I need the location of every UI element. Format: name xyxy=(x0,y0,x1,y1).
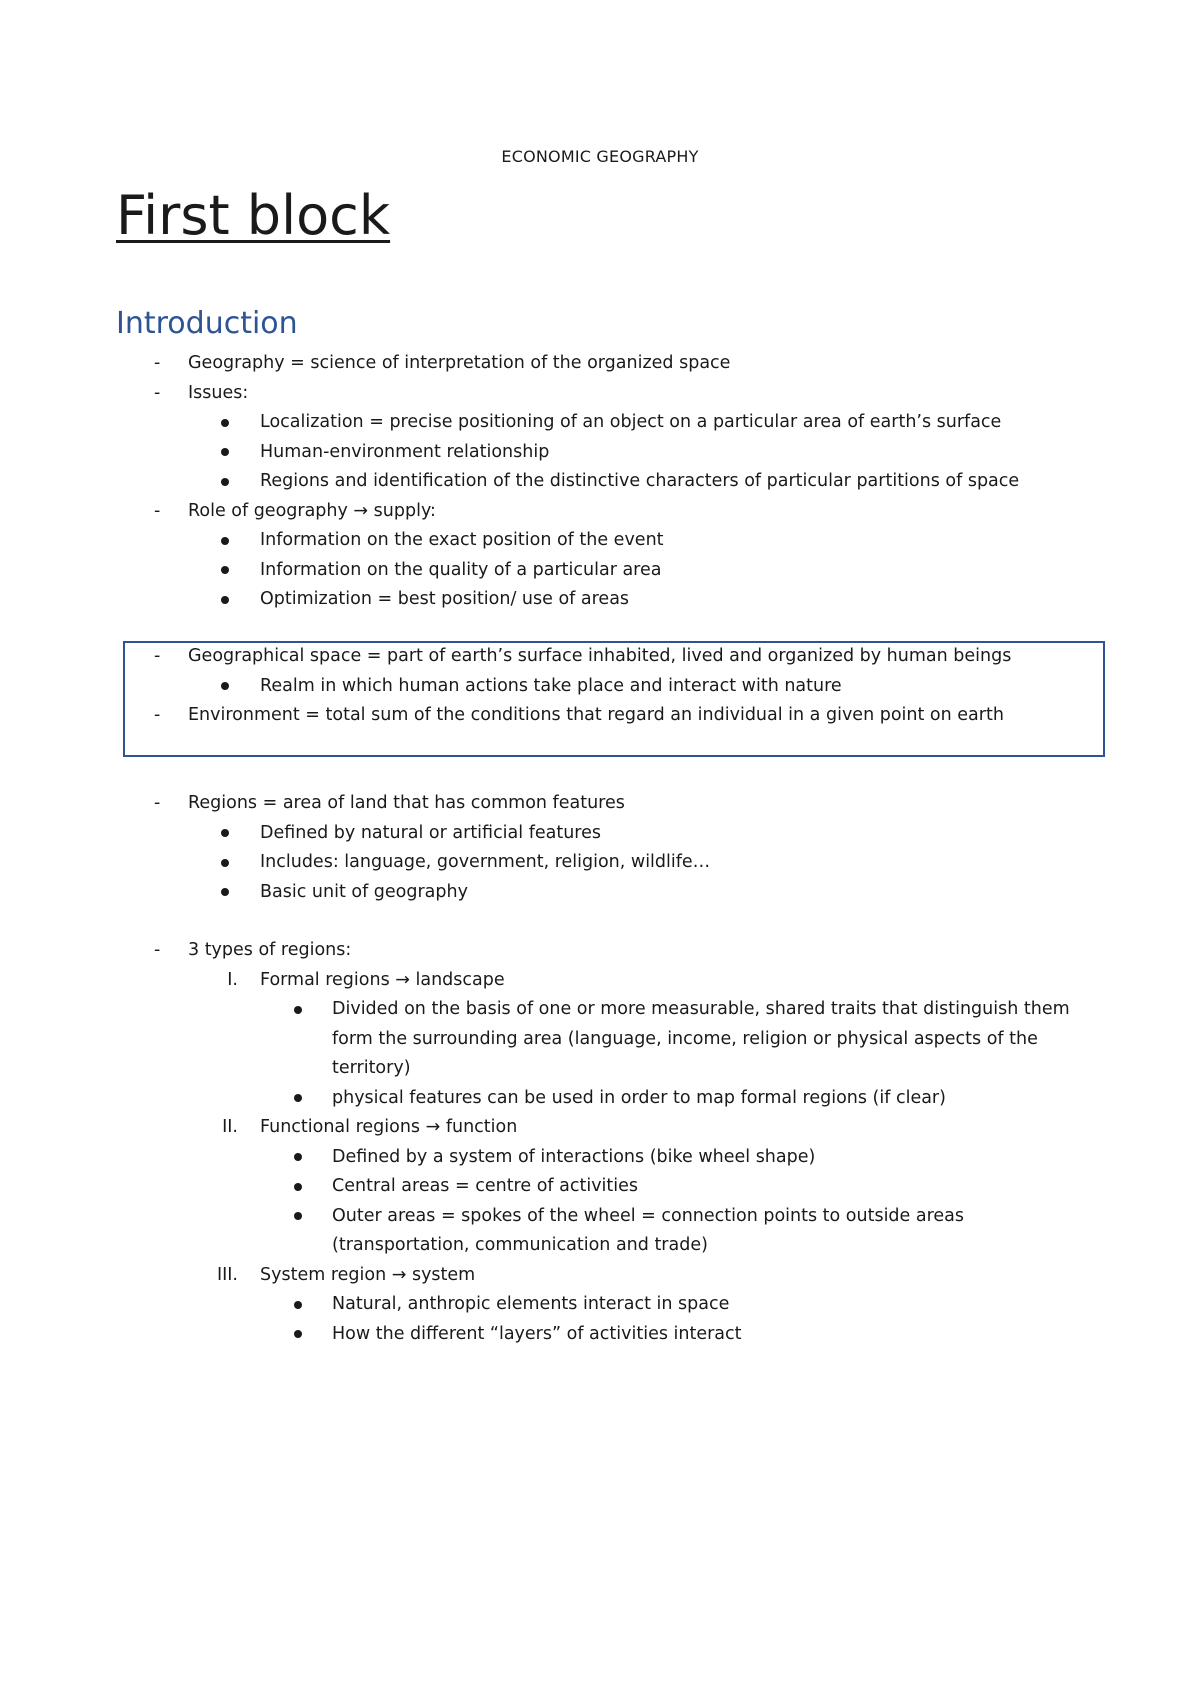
list-item xyxy=(0,1084,1200,1114)
list-item-text: System region → system xyxy=(260,1264,476,1285)
list-item-text: Information on the quality of a particular area xyxy=(260,559,662,580)
list-item-text: 3 types of regions: xyxy=(188,940,352,960)
bullet-icon xyxy=(294,995,302,1025)
list-item xyxy=(0,848,1200,878)
list-item xyxy=(0,438,1200,468)
bullet-icon xyxy=(294,1320,302,1350)
list-item-text: Regions = area of land that has common features xyxy=(188,793,625,813)
list-item xyxy=(0,819,1200,849)
list-item xyxy=(0,1231,1200,1261)
intro-list xyxy=(0,349,1200,615)
heading-introduction: Introduction xyxy=(116,306,298,341)
bullet-icon xyxy=(294,1202,302,1232)
list-item xyxy=(0,379,1200,409)
list-item xyxy=(0,701,1200,731)
list-item-text: form the surrounding area (language, income, religion or physical aspects of the xyxy=(332,1028,1038,1049)
list-item xyxy=(0,936,1200,966)
bullet-icon xyxy=(294,1143,302,1173)
list-item xyxy=(0,995,1200,1025)
list-item xyxy=(0,1261,1200,1291)
dash-marker: - xyxy=(154,793,161,813)
list-item-text: Outer areas = spokes of the wheel = connection points to outside areas xyxy=(332,1205,965,1226)
boxed-list xyxy=(0,642,1200,731)
list-item-text: Regions and identification of the distinctive characters of particular partitions of space xyxy=(260,471,1020,491)
list-item-text: Geographical space = part of earth’s surface inhabited, lived and organized by human beings xyxy=(188,646,1012,666)
roman-numeral-marker: I. xyxy=(227,969,238,990)
list-item-text: physical features can be used in order to map formal regions (if clear) xyxy=(332,1087,946,1108)
bullet-icon xyxy=(221,585,229,615)
list-item xyxy=(0,408,1200,438)
list-item-text: How the different “layers” of activities interact xyxy=(332,1323,742,1344)
list-item xyxy=(0,349,1200,379)
regions-list xyxy=(0,789,1200,907)
list-item xyxy=(0,1172,1200,1202)
heading-first-block: First block xyxy=(116,184,391,247)
list-item xyxy=(0,966,1200,996)
list-item xyxy=(0,1143,1200,1173)
bullet-icon xyxy=(221,819,229,849)
list-item xyxy=(0,672,1200,702)
list-item-text: Divided on the basis of one or more measurable, shared traits that distinguish them xyxy=(332,999,1070,1019)
list-item-text: Environment = total sum of the conditions that regard an individual in a given point on earth xyxy=(188,705,1004,725)
list-item-text: Issues: xyxy=(188,382,249,403)
list-item xyxy=(0,1320,1200,1350)
list-item-text: Defined by a system of interactions (bike wheel shape) xyxy=(332,1146,816,1167)
dash-marker: - xyxy=(154,353,161,373)
list-item xyxy=(0,556,1200,586)
region-types-list xyxy=(0,936,1200,1349)
dash-marker: - xyxy=(154,382,161,403)
bullet-icon xyxy=(221,878,229,908)
list-item-text: Formal regions → landscape xyxy=(260,969,505,990)
list-item xyxy=(0,642,1200,672)
list-item-text: Geography = science of interpretation of the organized space xyxy=(188,353,731,373)
list-item xyxy=(0,526,1200,556)
dash-marker: - xyxy=(154,646,161,666)
dash-marker: - xyxy=(154,500,161,521)
document-header: ECONOMIC GEOGRAPHY xyxy=(501,147,699,166)
list-item xyxy=(0,497,1200,527)
list-item xyxy=(0,1202,1200,1232)
list-item-text: Human-environment relationship xyxy=(260,441,550,462)
list-item-text: territory) xyxy=(332,1058,411,1078)
list-item-text: Natural, anthropic elements interact in space xyxy=(332,1294,730,1314)
list-item-text: Includes: language, government, religion, wildlife… xyxy=(260,852,711,872)
list-item xyxy=(0,1025,1200,1055)
list-item xyxy=(0,1290,1200,1320)
bullet-icon xyxy=(221,526,229,556)
list-item-text: Defined by natural or artificial features xyxy=(260,822,601,843)
bullet-icon xyxy=(221,467,229,497)
bullet-icon xyxy=(294,1290,302,1320)
bullet-icon xyxy=(221,408,229,438)
list-item xyxy=(0,1054,1200,1084)
list-item-text: Optimization = best position/ use of areas xyxy=(260,589,630,609)
roman-numeral-marker: III. xyxy=(216,1264,238,1285)
list-item-text: Role of geography → supply: xyxy=(188,500,436,521)
list-item-text: Realm in which human actions take place and interact with nature xyxy=(260,675,842,696)
list-item-text: Information on the exact position of the event xyxy=(260,530,664,550)
bullet-icon xyxy=(221,556,229,586)
list-item xyxy=(0,878,1200,908)
bullet-icon xyxy=(294,1084,302,1114)
dash-marker: - xyxy=(154,705,161,725)
roman-numeral-marker: II. xyxy=(222,1117,238,1137)
list-item-text: Localization = precise positioning of an object on a particular area of earth’s surface xyxy=(260,412,1002,432)
dash-marker: - xyxy=(154,940,161,960)
list-item-text: Basic unit of geography xyxy=(260,881,468,902)
list-item xyxy=(0,467,1200,497)
list-item-text: (transportation, communication and trade) xyxy=(332,1235,708,1255)
list-item-text: Central areas = centre of activities xyxy=(332,1176,639,1196)
list-item xyxy=(0,1113,1200,1143)
bullet-icon xyxy=(221,438,229,468)
bullet-icon xyxy=(221,672,229,702)
list-item-text: Functional regions → function xyxy=(260,1117,518,1137)
list-item xyxy=(0,585,1200,615)
list-item xyxy=(0,789,1200,819)
bullet-icon xyxy=(294,1172,302,1202)
bullet-icon xyxy=(221,848,229,878)
